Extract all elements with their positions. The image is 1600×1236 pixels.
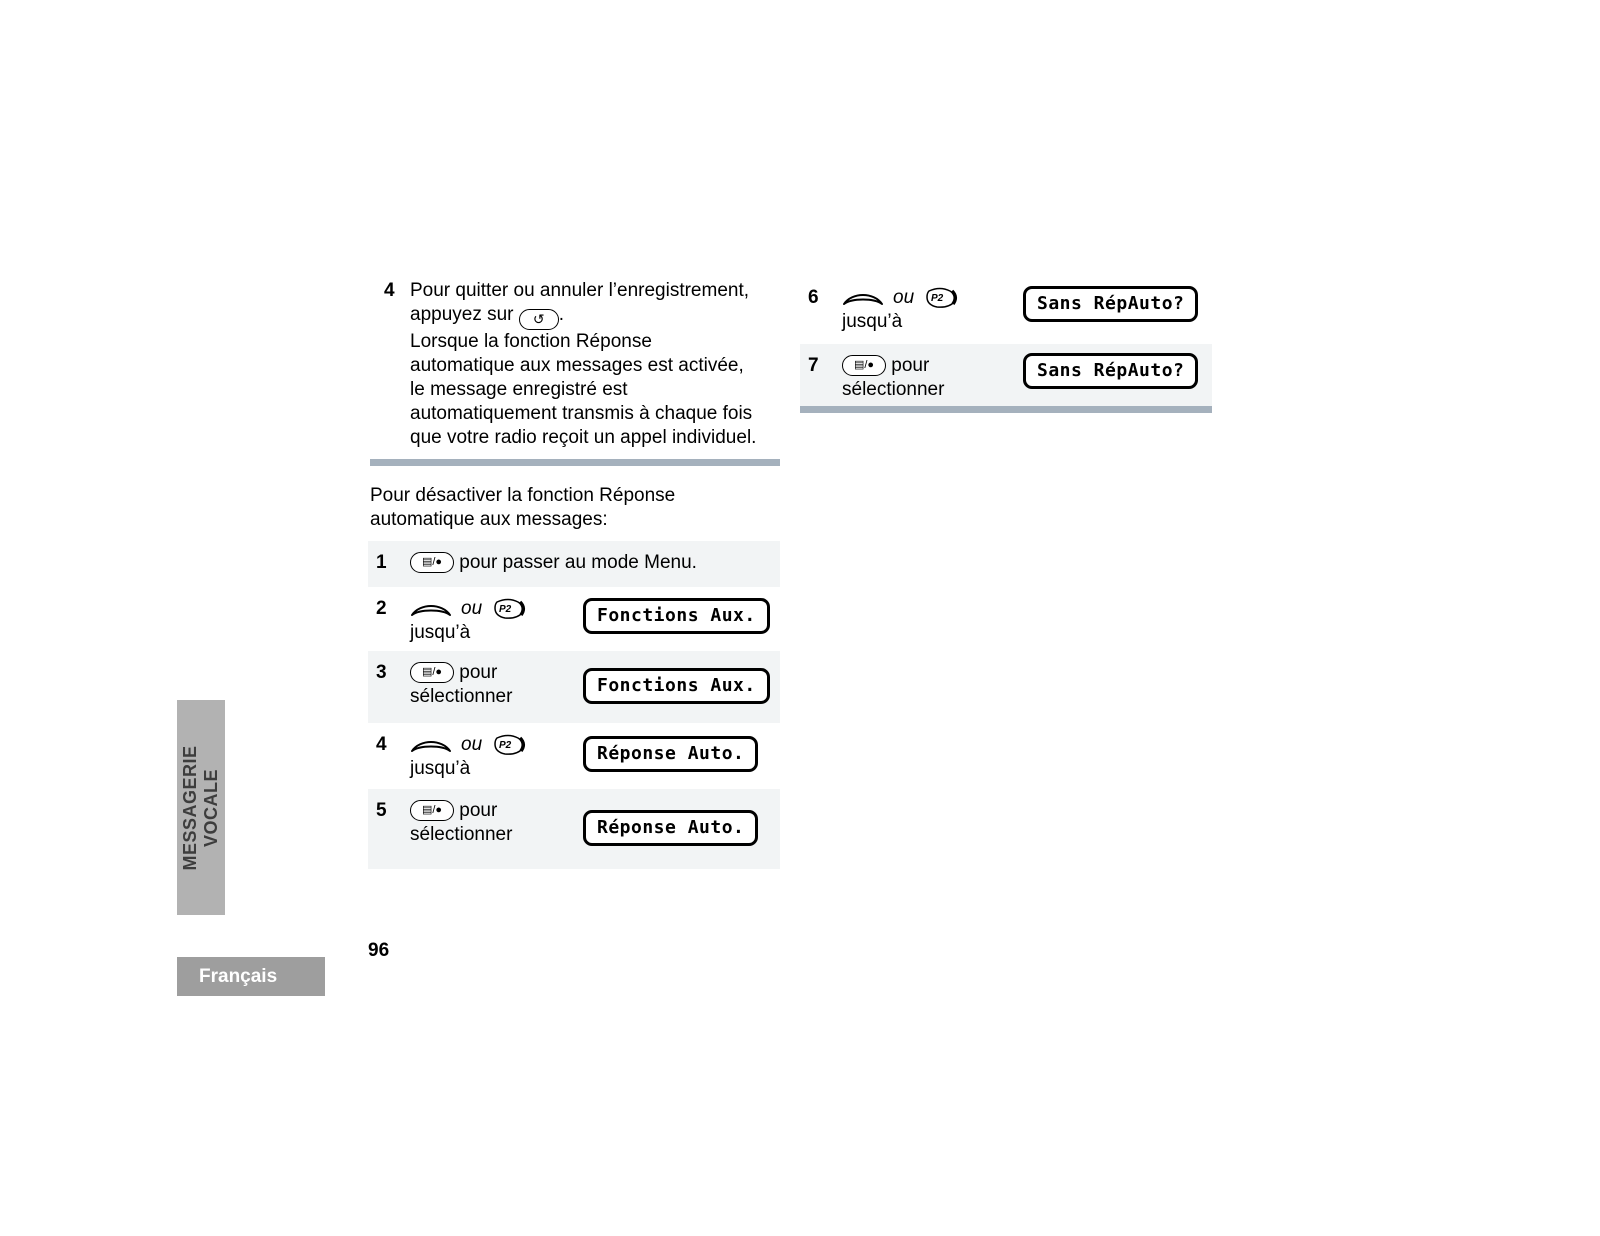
step-number: 1	[376, 552, 387, 573]
page-number: 96	[368, 940, 390, 961]
step-text-fragment: .	[558, 304, 565, 325]
menu-key-icon	[410, 662, 454, 683]
svg-text:P2: P2	[931, 293, 944, 304]
section-divider	[800, 406, 1212, 413]
step-text: pour sélectionner	[842, 355, 945, 400]
intro-line: Pour désactiver la fonction Réponse	[370, 485, 676, 506]
exit-key-icon	[519, 309, 559, 330]
step-number: 4	[384, 280, 395, 301]
lcd-display: Réponse Auto.	[583, 810, 758, 846]
step-text-line: le message enregistré est	[410, 378, 628, 400]
sidebar-section-tab	[177, 700, 225, 915]
step-text-line: automatique aux messages est activée,	[410, 354, 744, 376]
menu-glyph: ▤/●	[421, 804, 443, 817]
section-divider	[370, 459, 780, 466]
step-number: 6	[808, 287, 819, 308]
lcd-display: Fonctions Aux.	[583, 668, 770, 704]
step-number: 4	[376, 734, 387, 755]
language-tab: Français	[177, 957, 325, 996]
step-text-line	[410, 303, 784, 330]
procedure-intro	[370, 484, 760, 532]
or-label: ou	[461, 598, 483, 619]
lcd-display: Réponse Auto.	[583, 736, 758, 772]
or-label: ou	[893, 287, 915, 308]
lcd-display: Sans RépAuto?	[1023, 353, 1198, 389]
step-text: pour passer au mode Menu.	[459, 552, 697, 573]
step-text: pour sélectionner	[410, 800, 513, 845]
step-row	[368, 723, 780, 789]
step-number: 2	[376, 598, 387, 619]
step-row	[800, 344, 1212, 406]
step-text-line: que votre radio reçoit un appel individuel.	[410, 426, 757, 448]
p2-key-icon	[923, 286, 959, 310]
step-text: jusqu’à	[410, 758, 471, 779]
step-row	[368, 541, 780, 587]
step-number: 5	[376, 800, 387, 821]
step-text: pour sélectionner	[410, 662, 513, 707]
step-4-continued	[368, 279, 784, 450]
step-text: jusqu’à	[842, 311, 903, 332]
sidebar-tab-line1: MESSAGERIE	[180, 744, 200, 871]
step-row	[368, 789, 780, 869]
lcd-display: Fonctions Aux.	[583, 598, 770, 634]
scroll-up-key-icon	[410, 737, 452, 754]
menu-key-icon	[842, 355, 886, 376]
step-text-line: automatiquement transmis à chaque fois	[410, 402, 753, 424]
menu-glyph: ▤/●	[421, 556, 443, 569]
or-label: ou	[461, 734, 483, 755]
menu-glyph: ▤/●	[853, 359, 875, 372]
steps-column-right	[800, 276, 1212, 413]
step-number: 3	[376, 662, 387, 683]
p2-key-icon	[491, 733, 527, 757]
menu-glyph: ▤/●	[421, 666, 443, 679]
step-number: 7	[808, 355, 819, 376]
sidebar-tab-line2: VOCALE	[201, 768, 221, 847]
svg-text:P2: P2	[499, 740, 512, 751]
step-row	[368, 587, 780, 651]
p2-key-icon	[491, 597, 527, 621]
scroll-up-key-icon	[842, 290, 884, 307]
step-text: jusqu’à	[410, 622, 471, 643]
menu-key-icon	[410, 800, 454, 821]
lcd-display: Sans RépAuto?	[1023, 286, 1198, 322]
exit-glyph: ↺	[532, 311, 545, 327]
step-text-line: Pour quitter ou annuler l’enregistrement,	[410, 280, 750, 301]
step-row	[800, 276, 1212, 344]
menu-key-icon	[410, 552, 454, 573]
svg-text:P2: P2	[499, 604, 512, 615]
intro-line: automatique aux messages:	[370, 509, 608, 530]
step-text-fragment: appuyez sur	[410, 304, 519, 325]
steps-column-left	[368, 541, 780, 869]
step-row	[368, 651, 780, 723]
step-text-line: Lorsque la fonction Réponse	[410, 330, 652, 352]
scroll-up-key-icon	[410, 601, 452, 618]
